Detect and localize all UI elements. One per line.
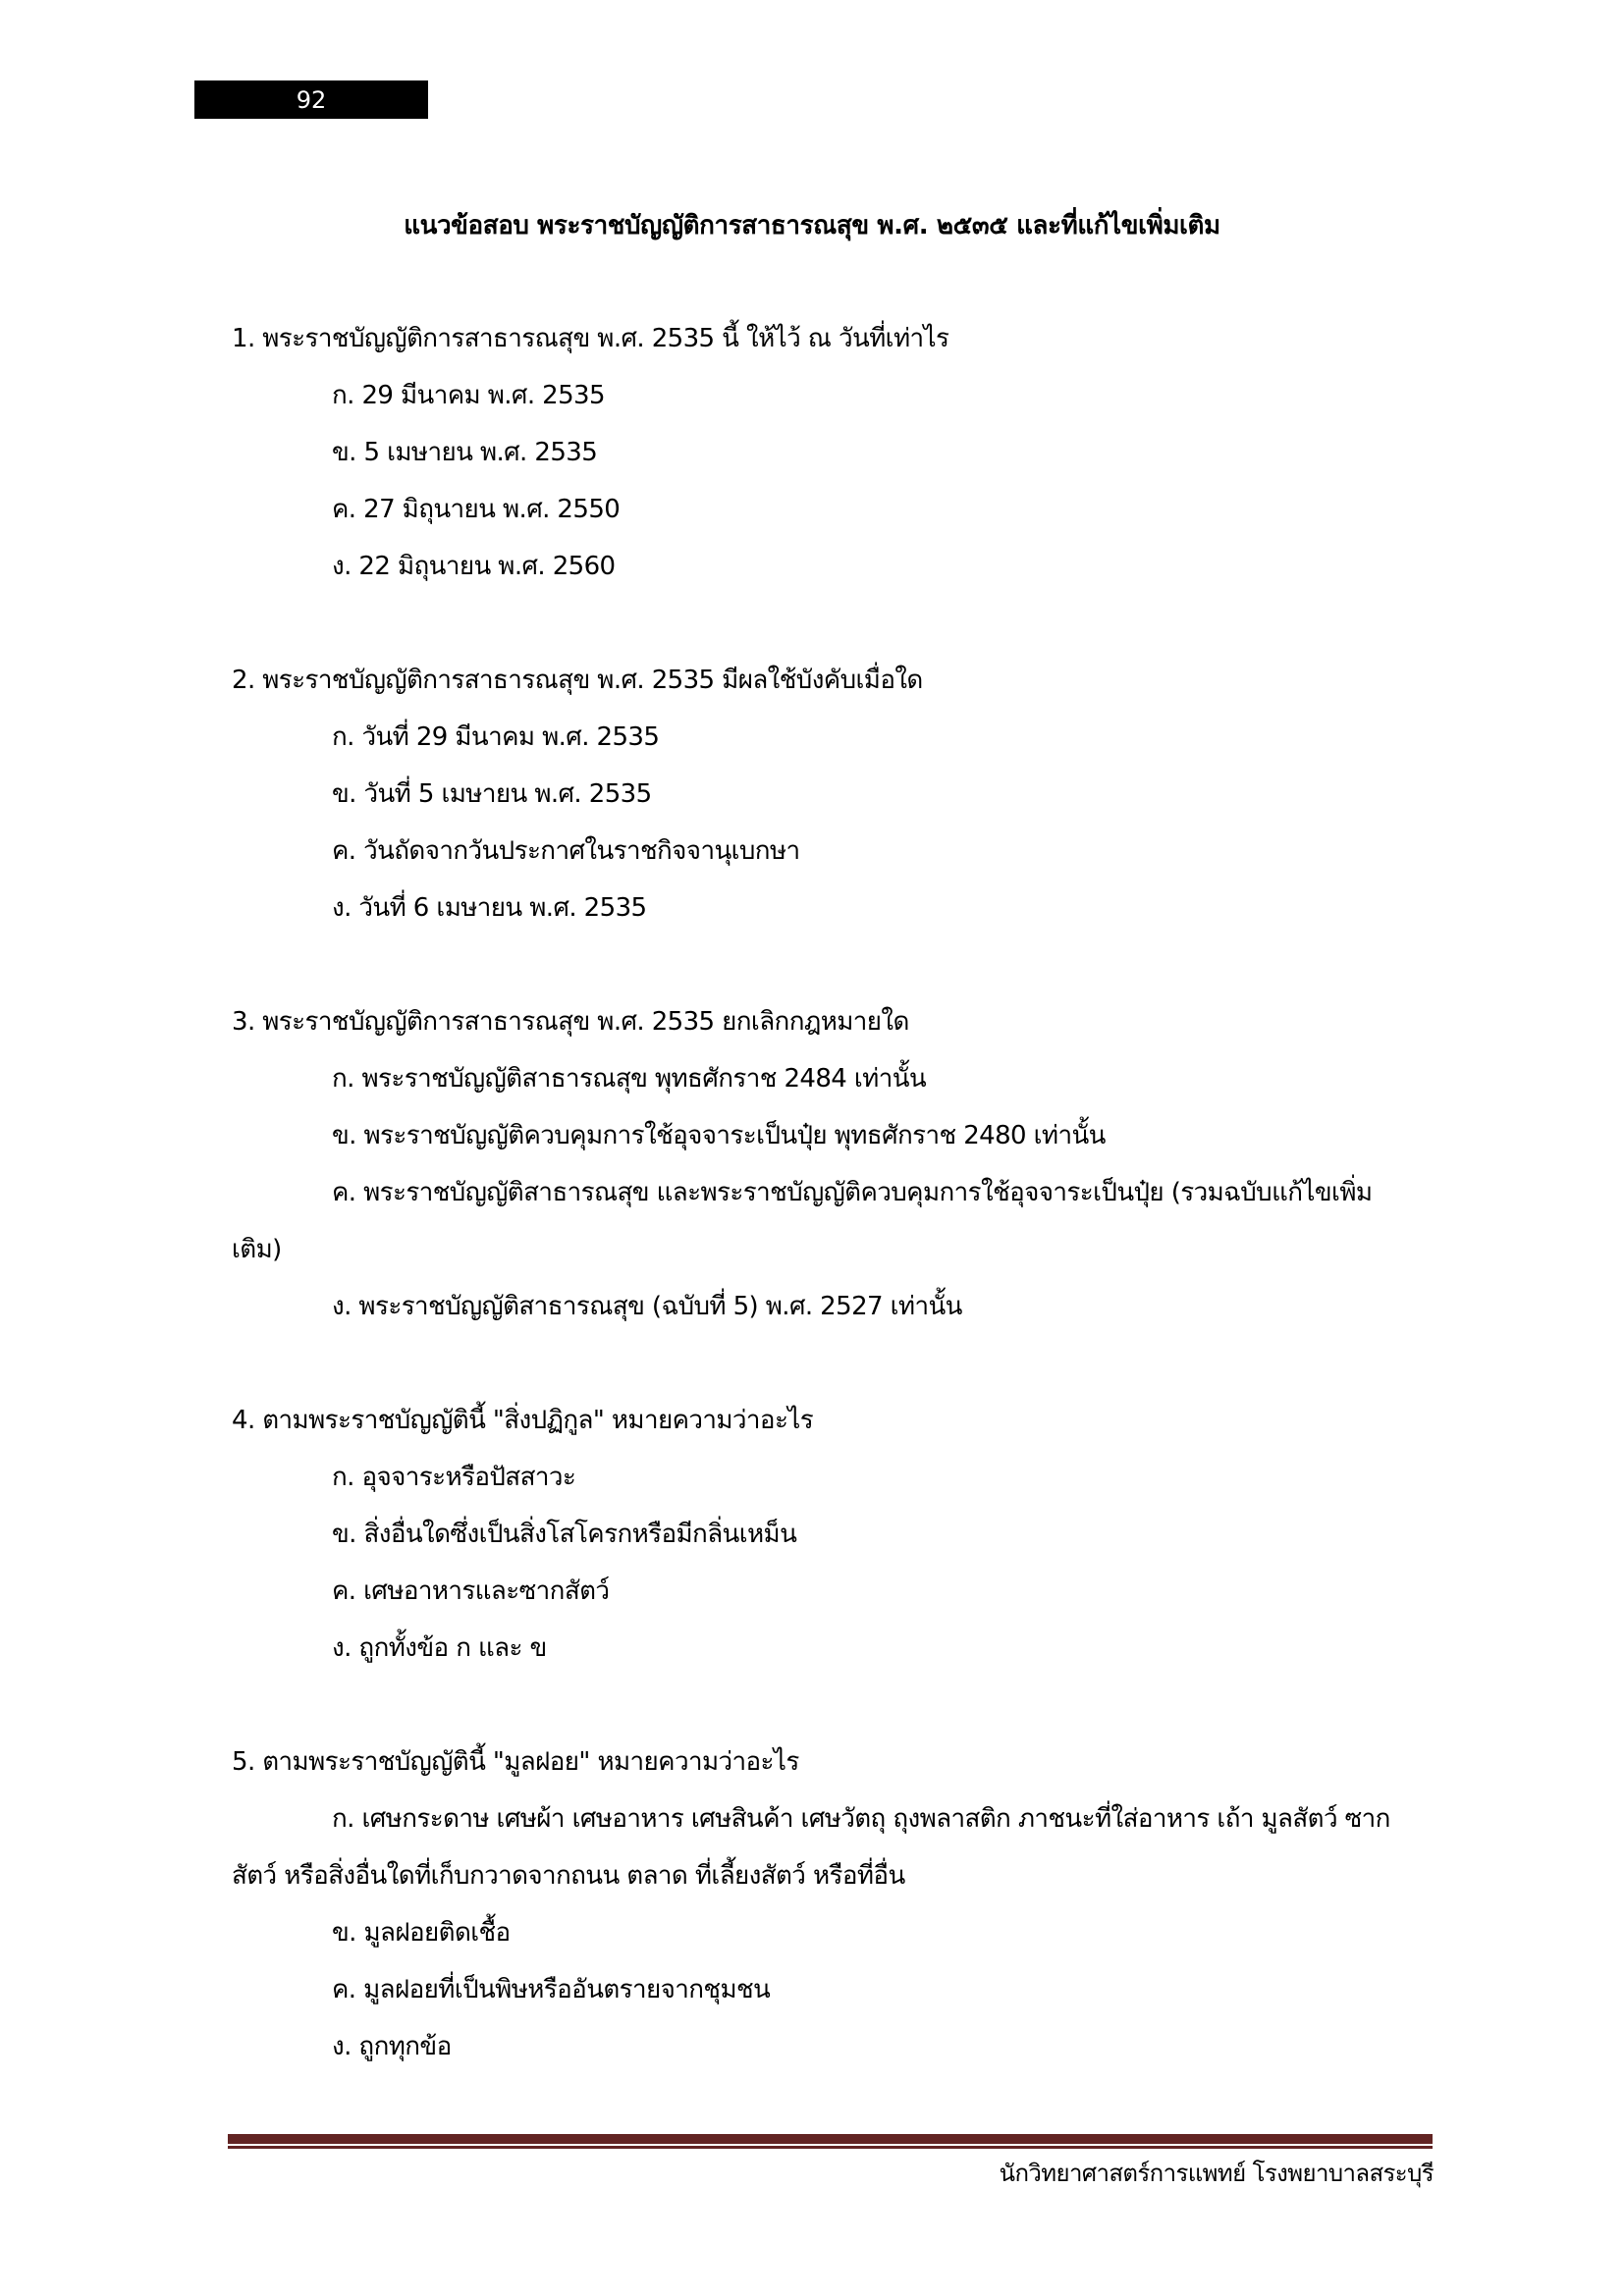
page-number-badge (194, 80, 428, 119)
option-d: ง. วันที่ 6 เมษายน พ.ศ. 2535 (332, 893, 647, 923)
option-d: ง. ถูกทั้งข้อ ก และ ข (332, 1633, 547, 1663)
option-b: ข. มูลฝอยติดเชื้อ (332, 1918, 511, 1948)
option-b: ข. 5 เมษายน พ.ศ. 2535 (332, 438, 598, 467)
option-a: ก. พระราชบัญญัติสาธารณสุข พุทธศักราช 2484 เท่านั้น (332, 1064, 927, 1094)
option-a: ก. อุจจาระหรือปัสสาวะ (332, 1463, 576, 1492)
question-list (232, 310, 1414, 2132)
question-5 (232, 1734, 1414, 2075)
question-text: 3. พระราชบัญญัติการสาธารณสุข พ.ศ. 2535 ยกเลิกกฎหมายใด (232, 1007, 909, 1037)
option-d: ง. ถูกทุกข้อ (332, 2032, 452, 2061)
option-c: ค. วันถัดจากวันประกาศในราชกิจจานุเบกษา (332, 836, 800, 866)
option-c: ค. 27 มิถุนายน พ.ศ. 2550 (332, 495, 621, 524)
question-text: 1. พระราชบัญญัติการสาธารณสุข พ.ศ. 2535 นี้ ให้ไว้ ณ วันที่เท่าไร (232, 324, 949, 353)
option-a: ก. เศษกระดาษ เศษผ้า เศษอาหาร เศษสินค้า เศษวัตถุ ถุงพลาสติก ภาชนะที่ใส่อาหาร เถ้า มูลสัตว์ ซากสัตว์ หรือสิ่งอื่นใดที่เก็บกวาดจากถนน ตลาด ที่เลี้ยงสัตว์ หรือที่อื่น (232, 1804, 1390, 1891)
option-c: ค. พระราชบัญญัติสาธารณสุข และพระราชบัญญัติควบคุมการใช้อุจจาระเป็นปุ๋ย (รวมฉบับแก้ไขเพิ่มเติม) (232, 1178, 1373, 1264)
question-4 (232, 1392, 1414, 1677)
question-text: 2. พระราชบัญญัติการสาธารณสุข พ.ศ. 2535 มีผลใช้บังคับเมื่อใด (232, 666, 923, 695)
footer-rule-thick (228, 2134, 1433, 2144)
option-b: ข. พระราชบัญญัติควบคุมการใช้อุจจาระเป็นปุ๋ย พุทธศักราช 2480 เท่านั้น (332, 1121, 1106, 1150)
document-title: แนวข้อสอบ พระราชบัญญัติการสาธารณสุข พ.ศ. ๒๕๓๕ และที่แก้ไขเพิ่มเติม (404, 211, 1220, 240)
option-b: ข. สิ่งอื่นใดซึ่งเป็นสิ่งโสโครกหรือมีกลิ่นเหม็น (332, 1520, 797, 1549)
question-text: 5. ตามพระราชบัญญัตินี้ "มูลฝอย" หมายความว่าอะไร (232, 1747, 799, 1777)
option-a: ก. วันที่ 29 มีนาคม พ.ศ. 2535 (332, 722, 660, 752)
option-d: ง. 22 มิถุนายน พ.ศ. 2560 (332, 552, 616, 581)
option-d: ง. พระราชบัญญัติสาธารณสุข (ฉบับที่ 5) พ.ศ. 2527 เท่านั้น (332, 1292, 962, 1321)
page-number: 92 (296, 85, 327, 114)
question-1 (232, 310, 1414, 595)
question-3 (232, 993, 1414, 1335)
option-c: ค. เศษอาหารและซากสัตว์ (332, 1576, 610, 1606)
question-text: 4. ตามพระราชบัญญัตินี้ "สิ่งปฏิกูล" หมายความว่าอะไร (232, 1406, 814, 1435)
option-c: ค. มูลฝอยที่เป็นพิษหรืออันตรายจากชุมชน (332, 1975, 771, 2004)
footer-rule-thin (228, 2146, 1433, 2149)
footer-text: นักวิทยาศาสตร์การแพทย์ โรงพยาบาลสระบุรี (999, 2160, 1434, 2187)
option-a: ก. 29 มีนาคม พ.ศ. 2535 (332, 381, 605, 410)
option-b: ข. วันที่ 5 เมษายน พ.ศ. 2535 (332, 779, 652, 809)
question-2 (232, 652, 1414, 936)
